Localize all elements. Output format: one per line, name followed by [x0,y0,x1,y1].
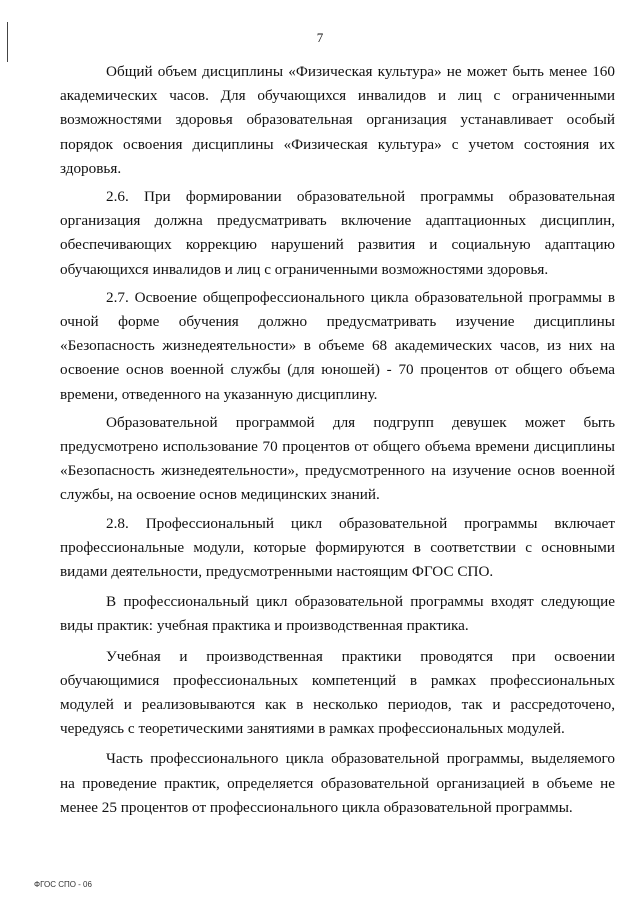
paragraph-2-6: 2.6. При формировании образовательной программы образовательная организация должна предусматривать включение адаптационных дисциплин, обеспечивающих коррекцию нарушений развития и социальную адаптацию обучающихся инвалидов и лиц с ограниченными возможностями здоровья. [60,188,615,278]
paragraph-practice-types: В профессиональный цикл образовательной программы входят следующие виды практик: учебная практика и производственная практика. [60,593,615,635]
document-body [60,60,615,820]
paragraph-2-8: 2.8. Профессиональный цикл образовательной программы включает профессиональные модули, которые формируются в соответствии с основными видами деятельности, предусмотренными настоящим ФГОС СПО. [60,514,615,581]
page-number: 7 [316,30,324,45]
footer-label: ФГОС СПО - 06 [34,880,92,889]
paragraph-practice-volume: Часть профессионального цикла образовательной программы, выделяемого на проведение практик, определяется образовательной организацией в объеме не менее 25 процентов от профессионального цикла образовательной программы. [60,750,615,816]
paragraph-2-7: 2.7. Освоение общепрофессионального цикла образовательной программы в очной форме обучения должно предусматривать изучение дисциплины «Безопасность жизнедеятельности» в объеме 68 академических часов, из них на освоение основ военной службы (для юношей) - 70 процентов от общего объема времени, отведенного на указанную дисциплину. [60,288,615,403]
paragraph-practice-conduct: Учебная и производственная практики проводятся при освоении обучающимися профессиональных компетенций в рамках профессиональных модулей и реализовываются как в несколько периодов, так и рассредоточено, чередуясь с теоретическими занятиями в рамках профессиональных модулей. [60,647,615,738]
paragraph-girls-subgroups: Образовательной программой для подгрупп девушек может быть предусмотрено использование 70 процентов от общего объема времени дисциплины «Безопасность жизнедеятельности», предусмотренного на изучение основ военной службы, на освоение основ медицинских знаний. [60,413,615,504]
paragraph-total-volume: Общий объем дисциплины «Физическая культура» не может быть менее 160 академических часов. Для обучающихся инвалидов и лиц с ограниченными возможностями здоровья образовательная организация устанавливает особый порядок освоения дисциплины «Физическая культура» с учетом состояния их здоровья. [60,63,615,177]
